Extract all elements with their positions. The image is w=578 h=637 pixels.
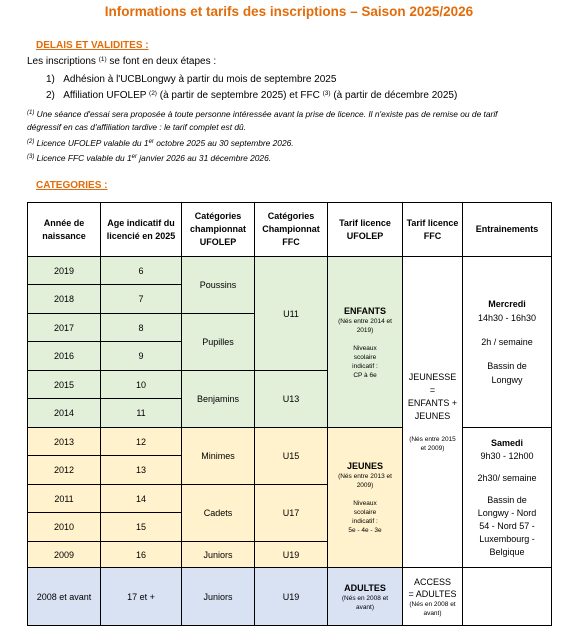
footnote-2 <box>27 137 294 150</box>
intro-text-end: se font en deux étapes : <box>106 56 217 67</box>
age-cell: 11 <box>101 399 182 428</box>
ffc-category-cell: U13 <box>255 371 328 428</box>
step-2-text-b: (à partir de septembre 2025) et FFC <box>156 90 323 101</box>
jeunes-niveaux-2: scolaire <box>353 509 377 516</box>
enfants-niveaux-1: Niveaux <box>353 344 377 352</box>
enfants-niveaux-4: CP à 6e <box>353 371 377 379</box>
tarif-jeunes-cell <box>328 428 403 568</box>
training-wednesday-cell <box>463 257 552 428</box>
header-entrainements: Entrainements <box>463 203 552 257</box>
tarif-ffc-jeunesse-cell <box>403 257 463 568</box>
saturday-place-1: Bassin de <box>487 494 527 505</box>
year-cell: 2012 <box>28 456 101 485</box>
footnote-3-text-b: janvier 2026 au 31 décembre 2026. <box>136 153 272 163</box>
ufolep-category-cell: Juniors <box>182 542 255 568</box>
saturday-place-3: 54 - Nord 57 - <box>479 520 535 531</box>
inscriptions-intro <box>27 56 216 68</box>
wednesday-place-1: Bassin de <box>487 361 527 371</box>
ufolep-category-cell: Poussins <box>182 257 255 314</box>
categories-table <box>27 202 552 626</box>
saturday-place-5: Belgique <box>489 546 525 557</box>
age-cell: 10 <box>101 371 182 399</box>
year-cell: 2008 et avant <box>28 568 101 626</box>
wednesday-place-2: Longwy <box>491 375 523 385</box>
enfants-niveaux-3: indicatif : <box>352 362 378 370</box>
year-cell: 2016 <box>28 342 101 371</box>
ffc-category-cell: U19 <box>255 568 328 626</box>
table-row <box>28 428 552 456</box>
age-cell: 6 <box>101 257 182 285</box>
jeunes-label: JEUNES <box>346 461 383 471</box>
ufolep-category-cell: Juniors <box>182 568 255 626</box>
step-2-sup-2: (2) <box>149 90 157 97</box>
footnote-1-line-1: Une séance d'essai sera proposée à toute personne intéressée avant la prise de licence. Il n'existe pas de remise ou de tarif <box>34 109 498 119</box>
year-cell: 2018 <box>28 285 101 314</box>
header-annee: Année de naissance <box>28 203 101 257</box>
intro-text: Les inscriptions <box>27 56 99 67</box>
step-2-text-c: (à partir de décembre 2025) <box>330 90 458 101</box>
year-cell: 2014 <box>28 399 101 428</box>
saturday-place-2: Longwy - Nord <box>477 507 537 518</box>
step-2-number: 2) <box>46 90 55 101</box>
header-ufolep-category: Catégories championnat UFOLEP <box>182 203 255 257</box>
footnote-2-text-a: Licence UFOLEP valable du 1 <box>34 138 149 148</box>
training-adultes-cell <box>463 568 552 626</box>
year-cell: 2011 <box>28 485 101 513</box>
footnote-1 <box>27 108 557 134</box>
ffc-category-cell: U19 <box>255 542 328 568</box>
year-cell: 2015 <box>28 371 101 399</box>
access-line-2: = ADULTES <box>408 588 457 599</box>
footnote-3 <box>27 152 271 165</box>
footnote-2-text-b: octobre 2025 au 30 septembre 2026. <box>153 138 294 148</box>
age-cell: 9 <box>101 342 182 371</box>
wednesday-day: Mercredi <box>488 299 526 309</box>
step-2-sup-3: (3) <box>322 90 331 97</box>
adultes-label: ADULTES <box>344 582 386 593</box>
ffc-category-cell: U15 <box>255 428 328 485</box>
footnote-2-er: er <box>148 139 154 145</box>
footnote-1-line-2: dégressif en cas d'affiliation tardive : le tarif complet est dû. <box>27 122 246 132</box>
delais-heading: DELAIS ET VALIDITES : <box>36 40 149 51</box>
age-cell: 12 <box>101 428 182 456</box>
step-1-number: 1) <box>46 74 55 85</box>
jeunes-niveaux-3: indicatif : <box>352 518 378 525</box>
enfants-born: (Nés entre 2014 et 2019) <box>338 317 392 334</box>
age-cell: 17 et + <box>101 568 182 626</box>
intro-sup: (1) <box>98 56 107 63</box>
header-tarif-ufolep: Tarif licence UFOLEP <box>328 203 403 257</box>
jeunes-niveaux-4: 5e - 4e - 3e <box>348 527 382 534</box>
wednesday-time: 14h30 - 16h30 <box>477 313 537 323</box>
footnote-1-sup: (1) <box>27 110 35 116</box>
saturday-place-4: Luxembourg - <box>479 533 535 544</box>
header-age: Age indicatif du licencié en 2025 <box>101 203 182 257</box>
header-ffc-category: Catégories Championnat FFC <box>255 203 328 257</box>
jeunesse-line-3: ENFANTS + <box>407 398 458 408</box>
year-cell: 2017 <box>28 314 101 342</box>
ffc-category-cell: U11 <box>255 257 328 371</box>
tarif-ffc-adultes-cell <box>403 568 463 626</box>
jeunes-born: (Nés entre 2013 et 2009) <box>338 473 392 489</box>
year-cell: 2010 <box>28 513 101 542</box>
saturday-duration: 2h30/ semaine <box>477 472 537 483</box>
page-title: Informations et tarifs des inscriptions – Saison 2025/2026 <box>104 4 474 19</box>
step-2-text-a: Affiliation UFOLEP <box>63 90 150 101</box>
table-row <box>28 568 552 626</box>
ufolep-category-cell: Pupilles <box>182 314 255 371</box>
footnote-2-sup: (2) <box>27 139 35 145</box>
age-cell: 7 <box>101 285 182 314</box>
step-1-text: Adhésion à l'UCBLongwy à partir du mois de septembre 2025 <box>63 74 337 85</box>
age-cell: 13 <box>101 456 182 485</box>
enfants-niveaux-2: scolaire <box>353 353 377 361</box>
jeunesse-line-4: JEUNES <box>414 411 451 421</box>
year-cell: 2019 <box>28 257 101 285</box>
footnote-3-text-a: Licence FFC valable du 1 <box>34 153 132 163</box>
footnote-3-er: er <box>131 154 137 160</box>
adultes-born: (Nés en 2008 et avant) <box>341 594 389 611</box>
age-cell: 14 <box>101 485 182 513</box>
age-cell: 8 <box>101 314 182 342</box>
enfants-label: ENFANTS <box>343 305 386 316</box>
access-line-1: ACCESS <box>413 576 451 587</box>
ufolep-category-cell: Minimes <box>182 428 255 485</box>
jeunesse-born: (Nés entre 2015 et 2009) <box>409 436 456 452</box>
year-cell: 2009 <box>28 542 101 568</box>
wednesday-duration: 2h / semaine <box>481 337 533 347</box>
footnote-3-sup: (3) <box>27 154 35 160</box>
ffc-category-cell: U17 <box>255 485 328 542</box>
table-row <box>28 257 552 285</box>
access-born: (Nés en 2008 et avant) <box>409 600 456 617</box>
jeunesse-line-2: = <box>429 385 436 395</box>
categories-heading: CATEGORIES : <box>36 180 108 191</box>
jeunesse-line-1: JEUNESSE <box>408 372 457 382</box>
age-cell: 16 <box>101 542 182 568</box>
saturday-time: 9h30 - 12h00 <box>480 450 534 461</box>
tarif-adultes-cell <box>328 568 403 626</box>
training-saturday-cell <box>463 428 552 568</box>
ufolep-category-cell: Cadets <box>182 485 255 542</box>
saturday-day: Samedi <box>490 437 523 448</box>
jeunes-niveaux-1: Niveaux <box>353 500 377 507</box>
header-tarif-ffc: Tarif licence FFC <box>403 203 463 257</box>
step-2 <box>46 90 457 102</box>
ufolep-category-cell: Benjamins <box>182 371 255 428</box>
step-1 <box>46 74 336 86</box>
year-cell: 2013 <box>28 428 101 456</box>
age-cell: 15 <box>101 513 182 542</box>
tarif-enfants-cell <box>328 257 403 428</box>
table-header-row <box>28 203 552 257</box>
